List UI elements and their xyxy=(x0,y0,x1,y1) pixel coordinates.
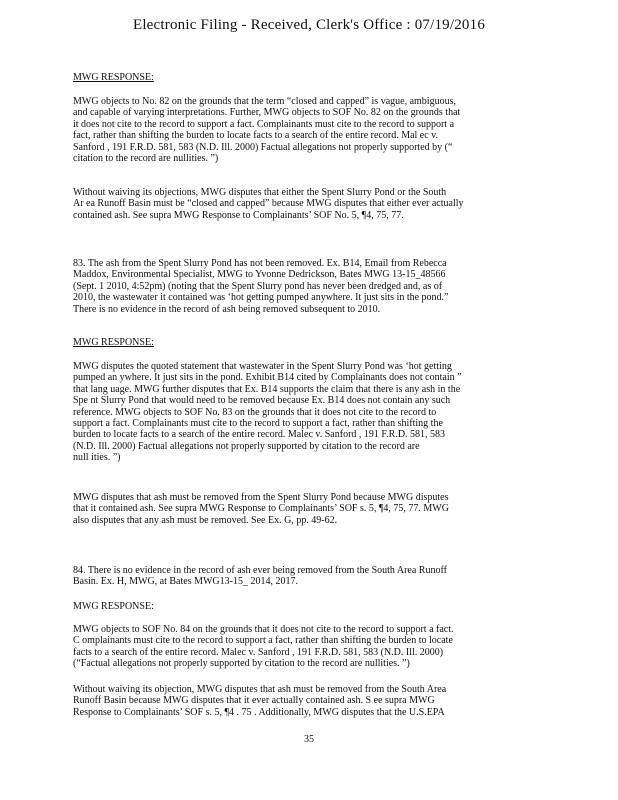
text-line: Without waiving its objection, MWG disputes that ash must be removed from the South Area xyxy=(73,684,447,695)
paragraph-83 xyxy=(73,258,543,315)
heading-line: MWG RESPONSE: xyxy=(73,72,154,83)
text-line: 2010, the wastewater it contained was ‘hot getting pumped anywhere. It just sits in the pond.” xyxy=(73,292,449,304)
text-line: contained ash. See supra MWG Response to Complainants’ SOF No. 5, ¶4, 75, 77. xyxy=(73,209,404,221)
mwg-response-heading-1 xyxy=(73,72,543,83)
text-line: that lang uage. MWG further disputes that Ex. B14 supports the claim that there is any ash in the xyxy=(73,383,461,395)
response-82-paragraph xyxy=(73,96,543,164)
text-line: and capable of varying interpretations. Further, MWG objects to SOF No. 82 on the grounds that xyxy=(73,107,461,119)
filing-header: Electronic Filing - Received, Clerk's Office : 07/19/2016 xyxy=(132,17,486,33)
paragraph-84 xyxy=(73,565,543,588)
text-line: (“Factual allegations not properly supported by citation to the record are nullities. ”) xyxy=(73,658,410,670)
text-line: C omplainants must cite to the record to support a fact, rather than shifting the burden to locate xyxy=(73,635,453,647)
text-line: There is no evidence in the record of ash being removed subsequent to 2010. xyxy=(73,303,381,315)
text-line: (Sept. 1 2010, 4:52pm) (noting that the Spent Slurry pond has never been dredged and, as of xyxy=(73,280,443,292)
text-line: reference. MWG objects to SOF No. 83 on the grounds that it does not cite to the record to xyxy=(73,406,437,418)
mwg-response-heading-2 xyxy=(73,337,543,348)
text-line: Without waiving its objections, MWG disputes that either the Spent Slurry Pond or the South xyxy=(73,187,447,198)
text-line: null ities. ”) xyxy=(73,452,121,464)
text-line: facts to a search of the entire record. Malec v. Sanford , 191 F.R.D. 581, 583 (N.D. Ill. 2000) xyxy=(73,646,444,658)
heading-line: MWG RESPONSE: xyxy=(73,601,154,612)
text-line: support a fact. Complainants must cite to the record to support a fact, rather than shifting the xyxy=(73,417,443,429)
text-line: Spe nt Slurry Pond that would need to be removed because Ex. B14 does not contain any such xyxy=(73,395,451,407)
text-line: it does not cite to the record to support a fact. Complainants must cite to the record to support a xyxy=(73,118,455,130)
text-line: 84. There is no evidence in the record of ash ever being removed from the South Area Runoff xyxy=(73,565,447,576)
text-line: citation to the record are nullities. ”) xyxy=(73,152,219,164)
text-line: Runoff Basin because MWG disputes that it ever actually contained ash. S ee supra MWG xyxy=(73,695,435,707)
text-line: MWG objects to SOF No. 84 on the grounds that it does not cite to the record to support a fact. xyxy=(73,624,454,635)
text-line: MWG disputes the quoted statement that wastewater in the Spent Slurry Pond was ‘hot getting xyxy=(73,361,452,372)
page-number: 35 xyxy=(304,734,314,745)
text-line: fact, rather than shifting the burden to locate facts to a search of the entire record. Mal ec v. xyxy=(73,130,439,142)
text-line: also disputes that any ash must be removed. See Ex. G, pp. 49-62. xyxy=(73,514,338,526)
mwg-response-heading-3 xyxy=(73,601,543,612)
text-line: pumped an ywhere. It just sits in the pond. Exhibit B14 cited by Complainants does not contain ” xyxy=(73,372,462,384)
text-line: Ar ea Runoff Basin must be “closed and capped” because MWG disputes that either ever actually xyxy=(73,198,464,210)
response-84-dispute-paragraph xyxy=(73,684,543,718)
response-83-paragraph xyxy=(73,361,543,464)
text-line: Sanford , 191 F.R.D. 581, 583 (N.D. Ill. 2000) Factual allegations not properly supported by (“ xyxy=(73,141,453,153)
text-line: (N.D. Ill. 2000) Factual allegations not properly supported by citation to the record are xyxy=(73,440,420,452)
text-line: Basin. Ex. H, MWG, at Bates MWG13-15_ 2014, 2017. xyxy=(73,576,298,588)
text-line: 83. The ash from the Spent Slurry Pond has not been removed. Ex. B14, Email from Rebecca xyxy=(73,258,447,269)
text-line: MWG disputes that ash must be removed from the Spent Slurry Pond because MWG disputes xyxy=(73,492,449,503)
response-84-paragraph xyxy=(73,624,543,670)
text-line: MWG objects to No. 82 on the grounds that the term “closed and capped” is vague, ambiguous, xyxy=(73,96,456,107)
text-line: Response to Complainants’ SOF s. 5, ¶4 . 75 . Additionally, MWG disputes that the U.S.EPA xyxy=(73,706,445,718)
text-line: Maddox, Environmental Specialist, MWG to Yvonne Dedrickson, Bates MWG 13-15_48566 xyxy=(73,269,446,281)
response-82-dispute-paragraph xyxy=(73,187,543,221)
text-line: that it contained ash. See supra MWG Response to Complainants’ SOF s. 5, ¶4, 75, 77. MWG xyxy=(73,503,449,515)
response-83-dispute-paragraph xyxy=(73,492,543,526)
heading-line: MWG RESPONSE: xyxy=(73,337,154,348)
text-line: burden to locate facts to a search of the entire record. Malec v. Sanford , 191 F.R.D. 581, 583 xyxy=(73,429,446,441)
